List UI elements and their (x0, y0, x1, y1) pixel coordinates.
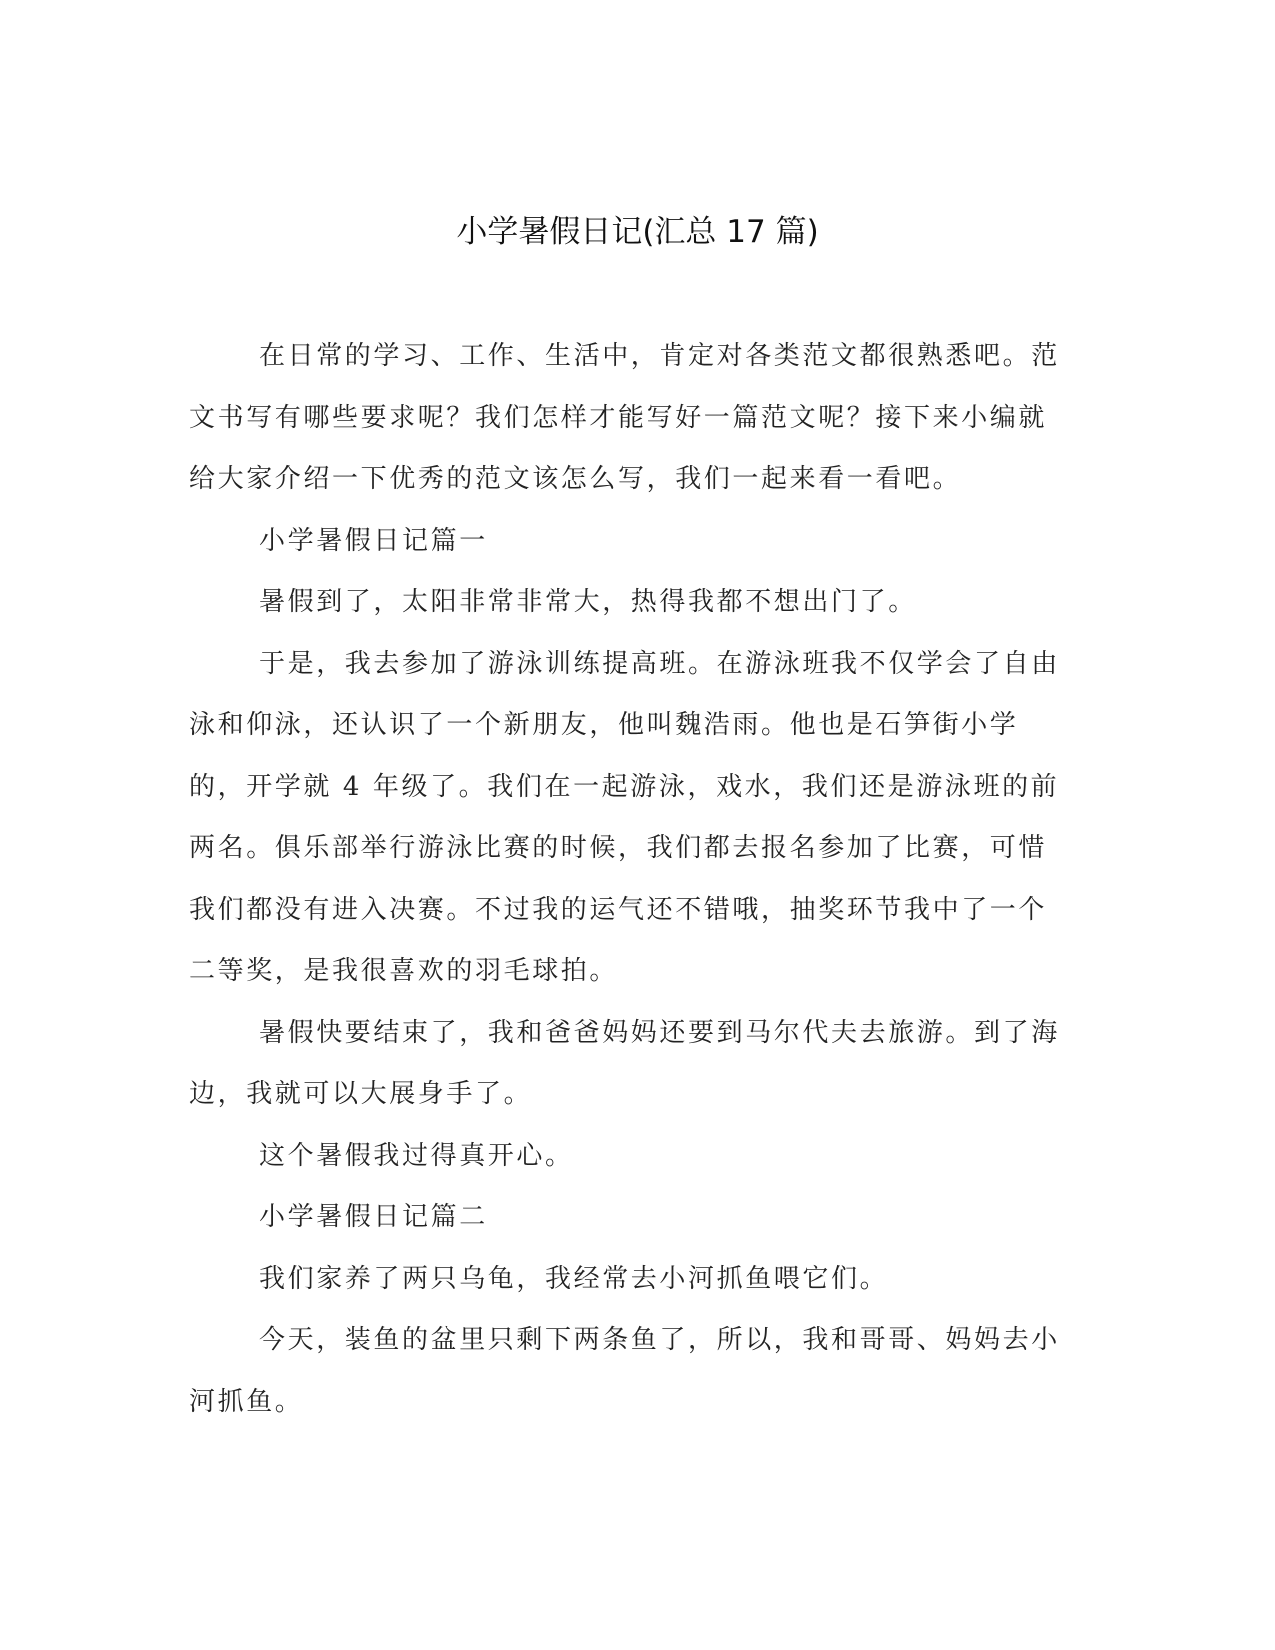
body-paragraph: 于是，我去参加了游泳训练提高班。在游泳班我不仅学会了自由泳和仰泳，还认识了一个新朋友，他叫魏浩雨。他也是石笋街小学的，开学就 4 年级了。我们在一起游泳，戏水，我们还是游泳班的前两名。俱乐部举行游泳比赛的时候，我们都去报名参加了比赛，可惜我们都没有进入决赛。不过我的运气还不错哦，抽奖环节我中了一个二等奖，是我很喜欢的羽毛球拍。 (189, 648, 1060, 986)
body-paragraph: 这个暑假我过得真开心。 (259, 1140, 574, 1171)
document-title: 小学暑假日记(汇总 17 篇) (456, 214, 819, 250)
document-body (189, 326, 1071, 1433)
section-heading-2: 小学暑假日记篇二 (259, 1202, 488, 1232)
intro-paragraph: 在日常的学习、工作、生活中，肯定对各类范文都很熟悉吧。范文书写有哪些要求呢？我们怎样才能写好一篇范文呢？接下来小编就给大家介绍一下优秀的范文该怎么写，我们一起来看一看吧。 (189, 341, 1060, 494)
body-paragraph: 暑假到了，太阳非常非常大，热得我都不想出门了。 (259, 587, 917, 617)
section-heading-1: 小学暑假日记篇一 (259, 525, 488, 556)
body-paragraph: 我们家养了两只乌龟，我经常去小河抓鱼喂它们。 (259, 1263, 889, 1294)
body-paragraph: 今天，装鱼的盆里只剩下两条鱼了，所以，我和哥哥、妈妈去小河抓鱼。 (189, 1325, 1060, 1417)
body-paragraph: 暑假快要结束了，我和爸爸妈妈还要到马尔代夫去旅游。到了海边，我就可以大展身手了。 (189, 1017, 1060, 1109)
